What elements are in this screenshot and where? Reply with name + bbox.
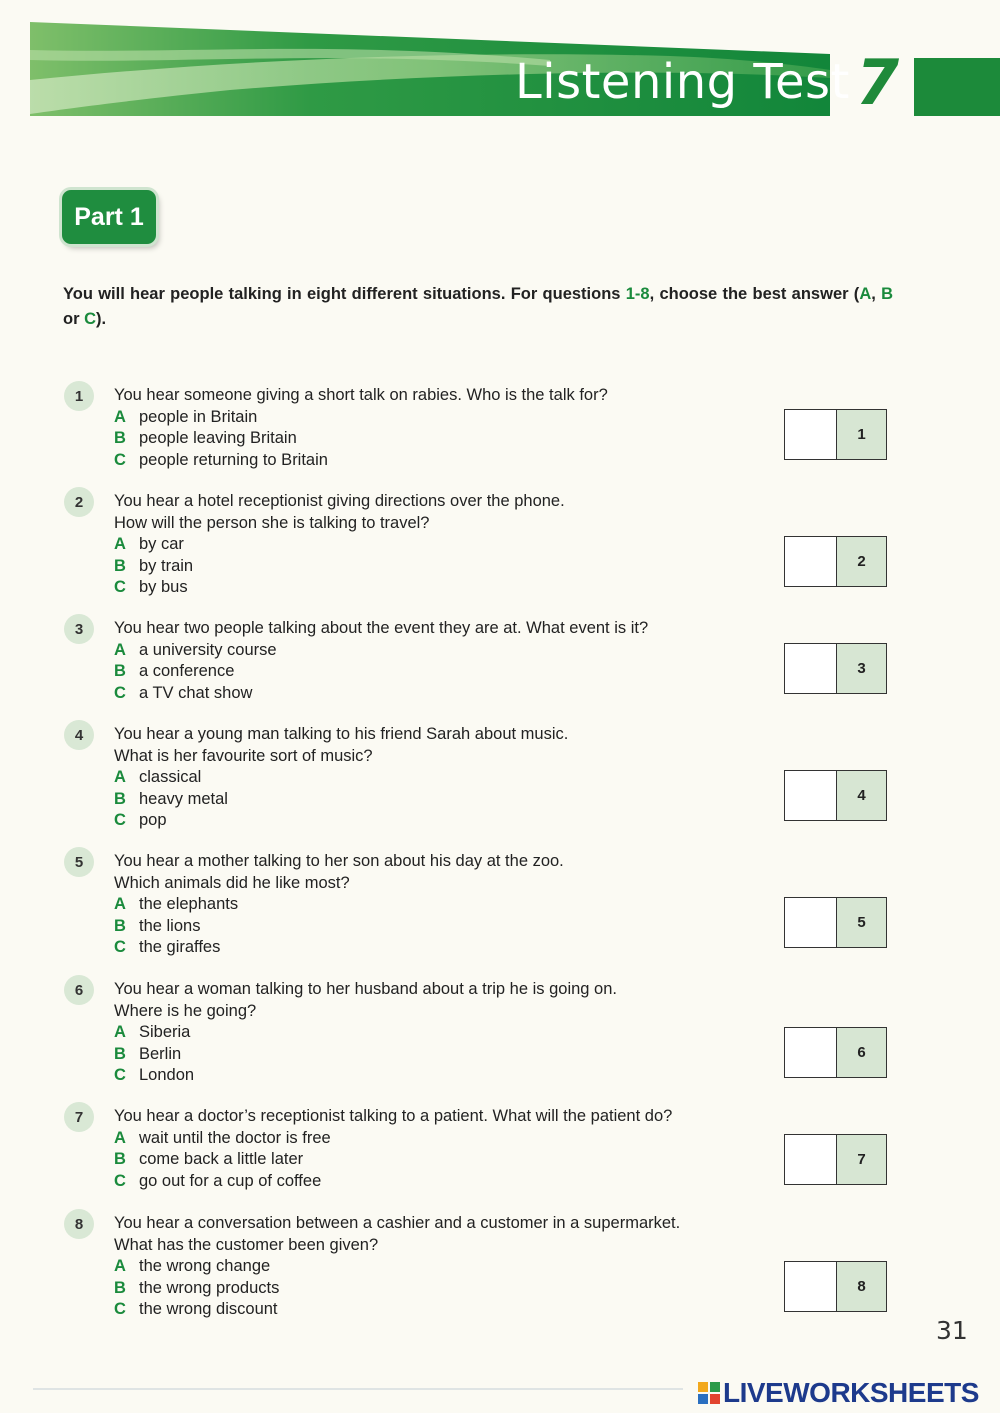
answer-label: 1 (837, 410, 886, 459)
question-text: You hear a woman talking to her husband about a trip he is going on. (114, 980, 617, 998)
option-c: C by bus (114, 578, 188, 596)
answer-label: 4 (837, 771, 886, 820)
question-number: 1 (64, 381, 94, 411)
question-text: How will the person she is talking to travel? (114, 513, 430, 532)
answer-label: 7 (837, 1135, 886, 1184)
question-body (114, 1106, 754, 1192)
question-number: 8 (64, 1209, 94, 1239)
answer-box-8 (784, 1261, 887, 1312)
option-a: A the elephants (114, 895, 239, 913)
answer-box-6 (784, 1027, 887, 1078)
question-text: You hear someone giving a short talk on rabies. Who is the talk for? (114, 386, 608, 404)
instructions-text: ). (96, 310, 107, 328)
page-number: 31 (936, 1316, 968, 1345)
question-text: Where is he going? (114, 1001, 257, 1020)
option-c: C a TV chat show (114, 683, 253, 702)
option-b: B the lions (114, 916, 201, 935)
instructions-text: , (871, 285, 882, 303)
option-c: C the giraffes (114, 938, 221, 956)
liveworksheets-watermark (697, 1377, 979, 1409)
option-c: C London (114, 1066, 195, 1084)
question-number: 2 (64, 487, 94, 517)
option-a: A classical (114, 768, 202, 786)
question-number: 7 (64, 1102, 94, 1132)
answer-input-1[interactable] (785, 410, 837, 459)
instructions (63, 282, 893, 332)
header-banner (30, 20, 1000, 120)
option-b: B Berlin (114, 1044, 182, 1063)
answer-label: 8 (837, 1262, 886, 1311)
answer-box-5 (784, 897, 887, 948)
liveworksheets-logo-icon (697, 1381, 721, 1405)
answer-input-3[interactable] (785, 644, 837, 693)
answer-label: 6 (837, 1028, 886, 1077)
question-body (114, 491, 754, 599)
question-body (114, 385, 754, 471)
answer-input-4[interactable] (785, 771, 837, 820)
option-b: B by train (114, 556, 194, 575)
question-text: You hear two people talking about the event they are at. What event is it? (114, 619, 649, 637)
test-number: 7 (856, 46, 900, 119)
answer-input-7[interactable] (785, 1135, 837, 1184)
instructions-text: , choose the best answer ( (649, 285, 860, 303)
part-badge: Part 1 (62, 190, 156, 244)
option-letter-c: C (84, 310, 97, 328)
question-number: 6 (64, 975, 94, 1005)
option-b: B a conference (114, 662, 235, 680)
instructions-text: You will hear people talking in eight different situations. For questions (63, 285, 626, 303)
option-b: B people leaving Britain (114, 429, 297, 447)
answer-box-4 (784, 770, 887, 821)
answer-input-8[interactable] (785, 1262, 837, 1311)
question-text: What is her favourite sort of music? (114, 746, 373, 765)
answer-box-7 (784, 1134, 887, 1185)
question-text: You hear a doctor’s receptionist talking to a patient. What will the patient do? (114, 1107, 673, 1125)
option-c: C the wrong discount (114, 1300, 278, 1318)
question-text: You hear a conversation between a cashier and a customer in a supermarket. (114, 1214, 681, 1232)
answer-label: 5 (837, 898, 886, 947)
question-text: You hear a young man talking to his friend Sarah about music. (114, 725, 569, 743)
option-a: A a university course (114, 640, 277, 659)
brand-name: LIVEWORKSHEETS (723, 1377, 979, 1408)
option-letter-b: B (881, 285, 894, 303)
option-c: C go out for a cup of coffee (114, 1171, 322, 1190)
option-letter-a: A (859, 285, 872, 303)
answer-box-1 (784, 409, 887, 460)
question-range: 1-8 (625, 285, 650, 303)
question-number: 4 (64, 720, 94, 750)
question-text: Which animals did he like most? (114, 873, 350, 892)
option-b: B heavy metal (114, 789, 228, 808)
option-a: A the wrong change (114, 1257, 271, 1275)
instructions-text: or (63, 310, 85, 328)
question-text: What has the customer been given? (114, 1235, 379, 1254)
question-body (114, 979, 754, 1087)
option-b: B the wrong products (114, 1278, 280, 1297)
answer-input-5[interactable] (785, 898, 837, 947)
option-a: A by car (114, 535, 184, 553)
option-a: A Siberia (114, 1023, 191, 1041)
answer-box-3 (784, 643, 887, 694)
option-c: C people returning to Britain (114, 450, 328, 469)
answer-label: 3 (837, 644, 886, 693)
question-number: 3 (64, 614, 94, 644)
question-body (114, 724, 754, 832)
option-b: B come back a little later (114, 1150, 304, 1168)
question-body (114, 851, 754, 959)
option-c: C pop (114, 811, 167, 829)
question-number: 5 (64, 847, 94, 877)
answer-input-2[interactable] (785, 537, 837, 586)
answer-label: 2 (837, 537, 886, 586)
answer-input-6[interactable] (785, 1028, 837, 1077)
footer-divider (33, 1388, 683, 1390)
question-body (114, 1213, 754, 1321)
answer-box-2 (784, 536, 887, 587)
question-body (114, 618, 754, 704)
question-text: You hear a mother talking to her son about his day at the zoo. (114, 852, 564, 870)
page-title: Listening Test (515, 54, 850, 110)
option-a: A people in Britain (114, 407, 258, 426)
option-a: A wait until the doctor is free (114, 1128, 331, 1147)
question-text: You hear a hotel receptionist giving directions over the phone. (114, 492, 565, 510)
